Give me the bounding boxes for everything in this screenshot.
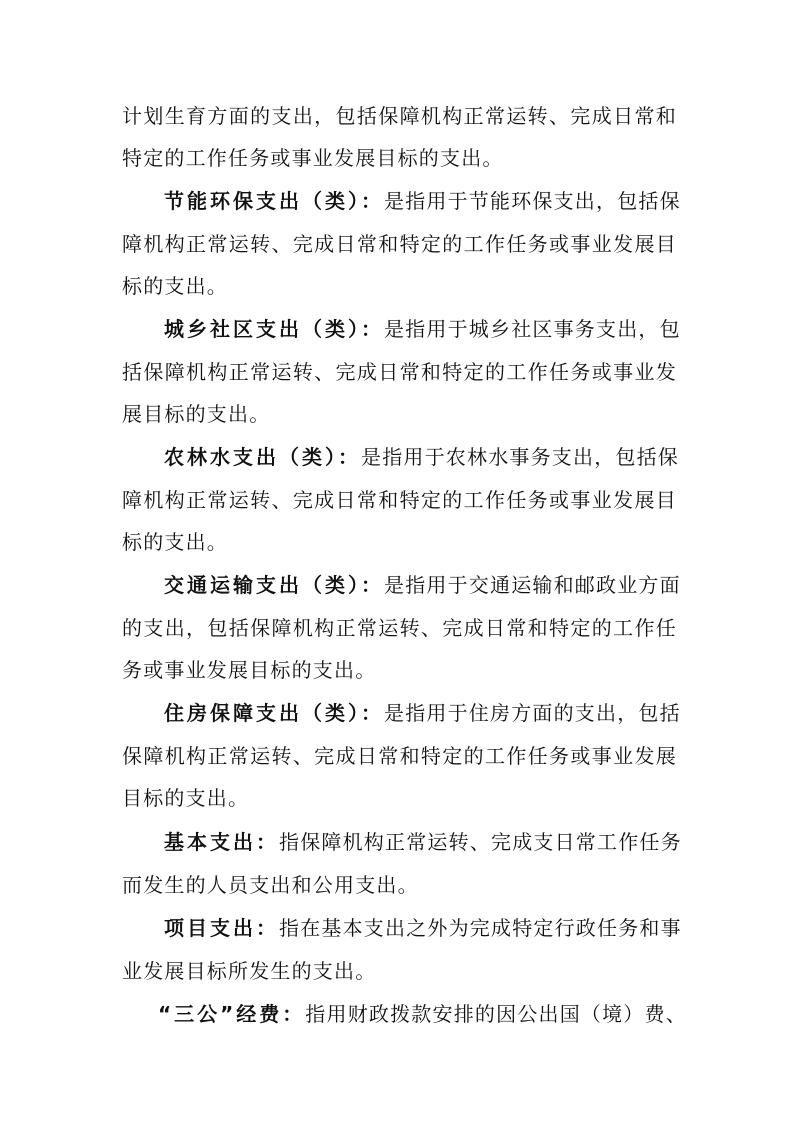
definition-line: 基本支出：指保障机构正常运转、完成支日常工作任务 (164, 830, 682, 854)
paragraph-line: 计划生育方面的支出，包括保障机构正常运转、完成日常和 (122, 104, 677, 128)
paragraph-line: 的支出，包括保障机构正常运转、完成日常和特定的工作任 (122, 616, 677, 640)
definition-term: 交通运输支出（类）： (164, 573, 384, 597)
paragraph-line: 务或事业发展目标的支出。 (122, 658, 377, 682)
paragraph-line: 保障机构正常运转、完成日常和特定的工作任务或事业发展 (122, 744, 677, 768)
definition-term: 节能环保支出（类）： (164, 189, 384, 213)
paragraph-line: 括保障机构正常运转、完成日常和特定的工作任务或事业发 (122, 360, 677, 384)
paragraph-line: 目标的支出。 (122, 786, 250, 810)
definition-term: 农林水支出（类）： (164, 445, 361, 469)
definition-term: 住房保障支出（类）： (164, 701, 384, 725)
paragraph-line: 标的支出。 (122, 530, 228, 554)
definition-term: 城乡社区支出（类）： (164, 317, 384, 341)
definition-line: 农林水支出（类）：是指用于农林水事务支出，包括保 (164, 445, 679, 469)
definition-line: 住房保障支出（类）：是指用于住房方面的支出，包括 (164, 701, 681, 725)
definition-line: 节能环保支出（类）：是指用于节能环保支出，包括保 (164, 189, 681, 213)
paragraph-line: 障机构正常运转、完成日常和特定的工作任务或事业发展目 (122, 232, 677, 256)
definition-term: “三公”经费： (158, 1002, 306, 1026)
paragraph-line: 障机构正常运转、完成日常和特定的工作任务或事业发展目 (122, 488, 677, 512)
definition-term: 项目支出： (164, 916, 279, 940)
definition-term: 基本支出： (164, 830, 279, 854)
definition-line: 项目支出：指在基本支出之外为完成特定行政任务和事 (164, 916, 682, 940)
paragraph-line: 标的支出。 (122, 274, 228, 298)
paragraph-line: 而发生的人员支出和公用支出。 (122, 873, 419, 897)
paragraph-line: 特定的工作任务或事业发展目标的支出。 (122, 146, 504, 170)
paragraph-line: 展目标的支出。 (122, 402, 271, 426)
paragraph-line: 业发展目标所发生的支出。 (122, 959, 377, 983)
definition-line: 交通运输支出（类）：是指用于交通运输和邮政业方面 (164, 573, 681, 597)
definition-line: “三公”经费：指用财政拨款安排的因公出国（境）费、 (158, 1002, 687, 1026)
definition-line: 城乡社区支出（类）：是指用于城乡社区事务支出，包 (164, 317, 681, 341)
